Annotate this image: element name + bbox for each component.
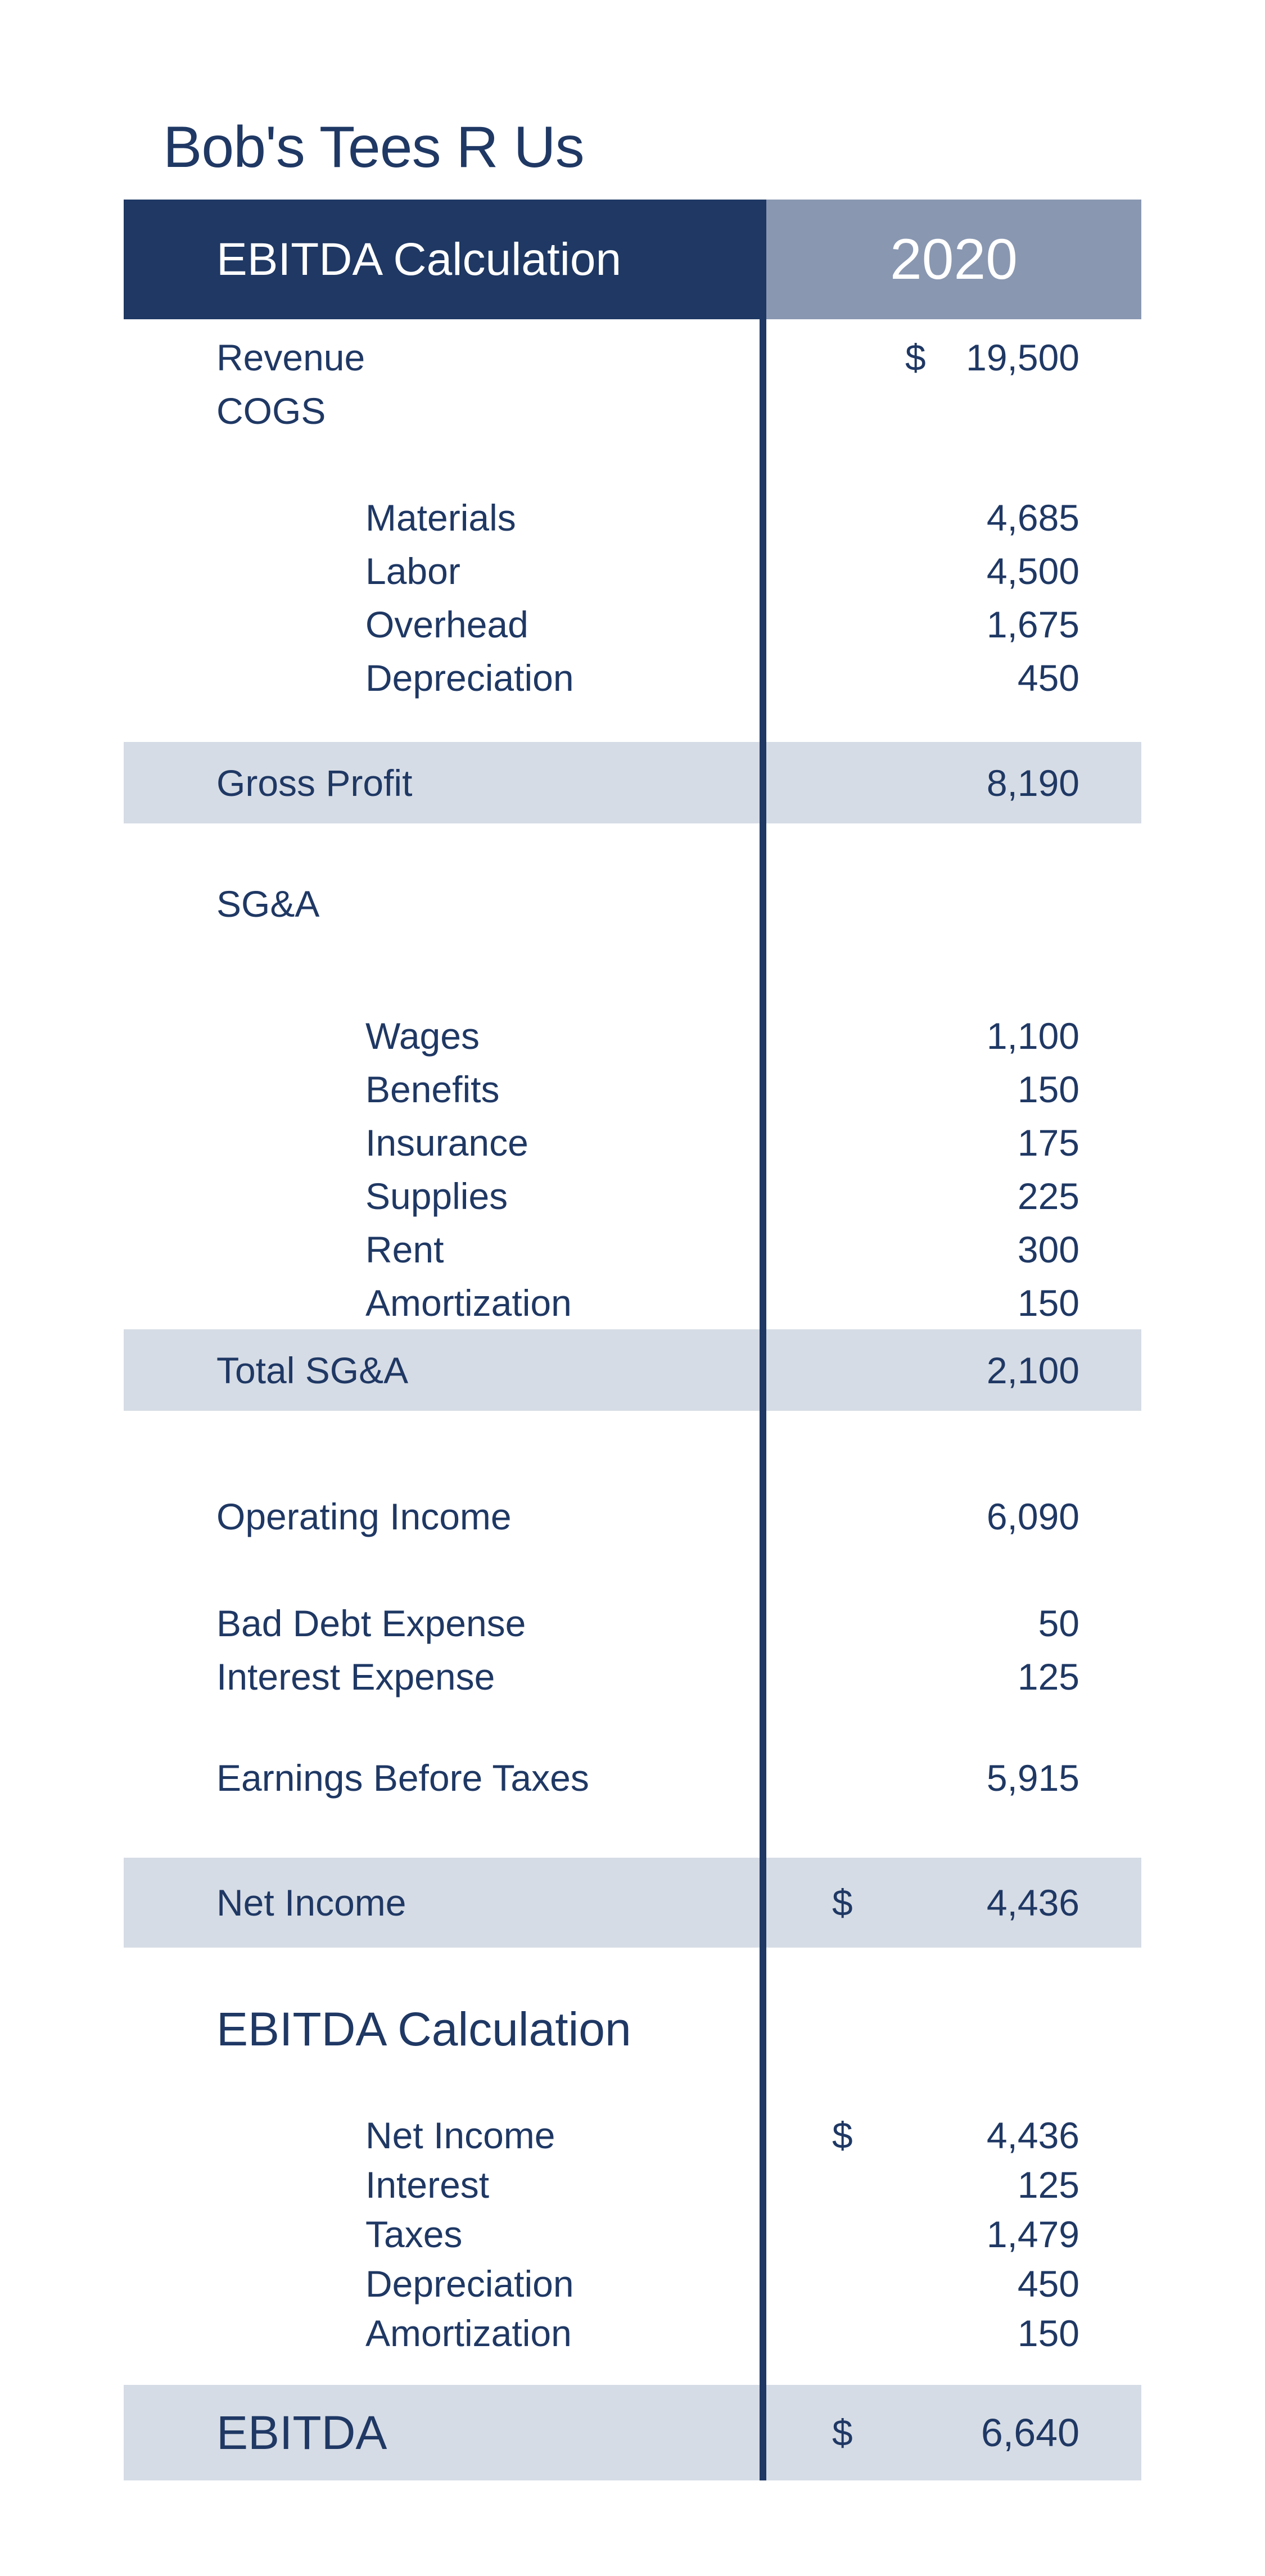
amount: 150 (1017, 1282, 1079, 1324)
amount: 6,090 (986, 1495, 1079, 1537)
row-label: Revenue (216, 336, 365, 378)
row-label: Operating Income (216, 1495, 512, 1537)
amount: 4,500 (986, 550, 1079, 592)
row-value (766, 1276, 1141, 1329)
row-value (766, 877, 1141, 930)
table-row (124, 2308, 1141, 2358)
blank-row (124, 1703, 1141, 1751)
amount: 125 (1017, 2164, 1079, 2206)
table-header-year-cell (766, 200, 1141, 319)
row-value (766, 1329, 1141, 1411)
row-value (766, 384, 1141, 437)
row-value (766, 597, 1141, 651)
amount: 450 (1017, 2263, 1079, 2305)
table-row (124, 1751, 1141, 1804)
row-label: Materials (365, 496, 516, 538)
table-header-title-cell (124, 200, 766, 319)
table-row (124, 1650, 1141, 1703)
row-value (766, 1751, 1141, 1804)
row-label: Amortization (365, 2312, 572, 2354)
currency-symbol: $ (832, 2115, 853, 2156)
row-value (766, 1650, 1141, 1703)
row-label: Insurance (365, 1121, 528, 1163)
currency-symbol: $ (832, 2412, 853, 2453)
table-row (124, 1276, 1141, 1329)
row-value (766, 1223, 1141, 1276)
blank-row (124, 1804, 1141, 1858)
blank-row (124, 2358, 1141, 2385)
amount: 4,436 (986, 1882, 1079, 1923)
currency-symbol: $ (905, 336, 926, 378)
table-row (124, 2160, 1141, 2210)
amount: 1,100 (986, 1015, 1079, 1057)
financial-table (124, 200, 1141, 2480)
amount: 8,190 (986, 762, 1079, 804)
blank-row (124, 1543, 1141, 1596)
table-row (124, 651, 1141, 704)
row-label: Overhead (365, 603, 528, 645)
table-row (124, 544, 1141, 597)
row-label: Depreciation (365, 2263, 574, 2305)
row-label: Labor (365, 550, 460, 592)
row-label: Interest Expense (216, 1655, 495, 1697)
row-value (766, 1062, 1141, 1116)
row-label: Net Income (216, 1882, 406, 1923)
table-row (124, 1329, 1141, 1411)
amount: 50 (1038, 1602, 1079, 1644)
amount: 4,685 (986, 496, 1079, 538)
row-value (766, 1009, 1141, 1062)
blank-row (124, 2063, 1141, 2111)
amount: 19,500 (966, 336, 1079, 378)
table-row (124, 2385, 1141, 2480)
row-label: Rent (365, 1228, 444, 1270)
table-rows (124, 331, 1141, 2480)
row-value (766, 1490, 1141, 1543)
table-row (124, 1116, 1141, 1169)
table-row (124, 1490, 1141, 1543)
row-label: Benefits (365, 1068, 500, 1110)
blank-row (124, 1411, 1141, 1490)
row-label: Total SG&A (216, 1349, 409, 1391)
row-label: SG&A (216, 882, 320, 925)
table-header-row (124, 200, 1141, 319)
row-value (766, 2160, 1141, 2210)
table-header-label: EBITDA Calculation (216, 233, 622, 285)
currency-symbol: $ (832, 1882, 853, 1923)
page-title: Bob's Tees R Us (163, 115, 584, 180)
row-value (766, 1116, 1141, 1169)
row-value (766, 544, 1141, 597)
table-row (124, 1858, 1141, 1948)
amount: 125 (1017, 1655, 1079, 1697)
amount: 4,436 (986, 2115, 1079, 2156)
table-row (124, 597, 1141, 651)
amount: 450 (1017, 657, 1079, 699)
blank-row (124, 930, 1141, 1009)
amount: 5,915 (986, 1756, 1079, 1799)
row-value (766, 2210, 1141, 2259)
row-value (766, 1169, 1141, 1223)
table-row (124, 2111, 1141, 2160)
table-row (124, 491, 1141, 544)
row-label: Earnings Before Taxes (216, 1756, 589, 1799)
amount: 1,479 (986, 2213, 1079, 2255)
row-value (766, 2111, 1141, 2160)
column-divider-line (760, 200, 766, 2480)
row-label: Bad Debt Expense (216, 1602, 526, 1644)
row-label: Net Income (365, 2115, 555, 2156)
row-value (766, 1858, 1141, 1948)
row-label: Wages (365, 1015, 480, 1057)
row-label: Taxes (365, 2213, 463, 2255)
table-row (124, 331, 1141, 384)
amount: 225 (1017, 1175, 1079, 1217)
table-row (124, 1062, 1141, 1116)
row-label: EBITDA (216, 2406, 387, 2459)
row-label: COGS (216, 390, 326, 432)
table-row (124, 1223, 1141, 1276)
table-row (124, 2210, 1141, 2259)
row-value (766, 2259, 1141, 2308)
row-value (766, 1995, 1141, 2063)
table-row (124, 1009, 1141, 1062)
amount: 175 (1017, 1121, 1079, 1163)
row-value (766, 1596, 1141, 1650)
row-value (766, 2308, 1141, 2358)
table-header-year: 2020 (890, 227, 1018, 291)
amount: 2,100 (986, 1349, 1079, 1391)
table-row (124, 1995, 1141, 2063)
row-label: Amortization (365, 1282, 572, 1324)
row-value (766, 2385, 1141, 2480)
row-value (766, 651, 1141, 704)
blank-row (124, 704, 1141, 742)
blank-row (124, 1948, 1141, 1995)
row-label: EBITDA Calculation (216, 2002, 631, 2056)
row-label: Gross Profit (216, 762, 413, 804)
table-row (124, 742, 1141, 823)
row-value (766, 491, 1141, 544)
amount: 150 (1017, 1068, 1079, 1110)
table-row (124, 2259, 1141, 2308)
table-row (124, 1169, 1141, 1223)
amount: 300 (1017, 1228, 1079, 1270)
row-label: Interest (365, 2164, 490, 2206)
blank-row (124, 437, 1141, 491)
table-row (124, 877, 1141, 930)
blank-row (124, 823, 1141, 877)
row-label: Supplies (365, 1175, 508, 1217)
amount: 150 (1017, 2312, 1079, 2354)
amount: 1,675 (986, 603, 1079, 645)
table-row (124, 1596, 1141, 1650)
amount: 6,640 (981, 2411, 1079, 2455)
table-row (124, 384, 1141, 437)
row-label: Depreciation (365, 657, 574, 699)
row-value (766, 331, 1141, 384)
row-value (766, 742, 1141, 823)
